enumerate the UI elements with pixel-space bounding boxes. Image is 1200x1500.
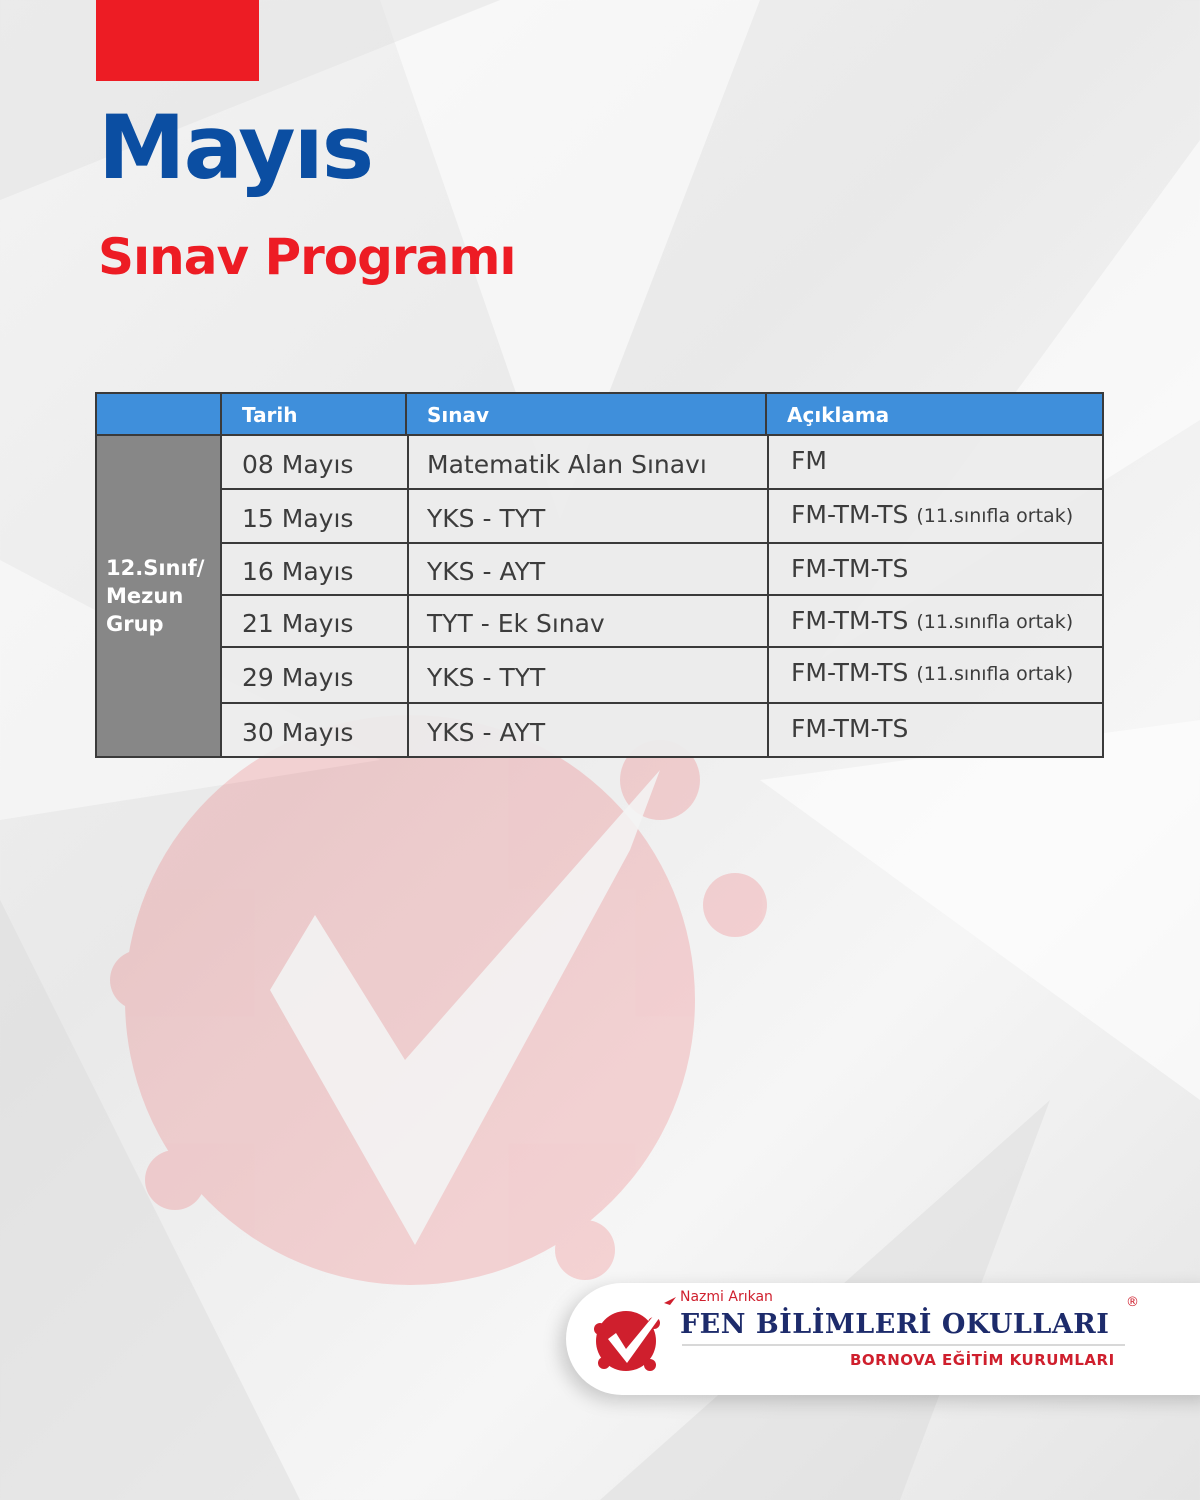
description-text: FM-TM-TS [791, 554, 909, 583]
cell-exam: YKS - AYT [407, 544, 767, 594]
cell-description [767, 436, 1102, 488]
description-text: FM-TM-TS [791, 606, 909, 635]
brand-founder: Nazmi Arıkan [680, 1289, 773, 1305]
cell-description [767, 648, 1102, 702]
header-cell-aciklama: Açıklama [787, 403, 890, 427]
header-divider [220, 394, 222, 434]
cell-date: 15 Mayıs [242, 503, 354, 533]
description-text: FM-TM-TS [791, 714, 909, 743]
header-cell-tarih: Tarih [242, 403, 298, 427]
header-divider [765, 394, 767, 434]
header-cell-sinav: Sınav [427, 403, 490, 427]
description-note: (11.sınıfla ortak) [916, 505, 1074, 527]
cell-date: 16 Mayıs [242, 556, 354, 586]
description-text: FM-TM-TS [791, 500, 909, 529]
table-row [220, 542, 1104, 596]
table-row [220, 434, 1104, 490]
page-subtitle: Sınav Programı [98, 228, 516, 286]
cell-description [767, 704, 1102, 756]
accent-bar [96, 0, 259, 81]
cell-date: 30 Mayıs [242, 717, 354, 747]
description-text: FM [791, 446, 827, 475]
cell-date: 29 Mayıs [242, 662, 354, 692]
description-note: (11.sınıfla ortak) [916, 663, 1074, 685]
cell-exam: Matematik Alan Sınavı [407, 436, 767, 488]
cell-exam: TYT - Ek Sınav [407, 596, 767, 646]
brand-logo-panel [566, 1283, 1200, 1395]
cell-description [767, 596, 1102, 646]
brand-divider [682, 1344, 1125, 1346]
description-text: FM-TM-TS [791, 658, 909, 687]
table-header [95, 392, 1104, 436]
cell-description [767, 490, 1102, 542]
brand-campus: BORNOVA EĞİTİM KURUMLARI [850, 1351, 1115, 1369]
cell-description [767, 544, 1102, 594]
cell-exam: YKS - TYT [407, 648, 767, 702]
table-row [220, 702, 1104, 758]
cell-date: 08 Mayıs [242, 449, 354, 479]
cell-exam: YKS - TYT [407, 490, 767, 542]
table-row [220, 488, 1104, 544]
brand-name: FEN BİLİMLERİ OKULLARI [680, 1309, 1110, 1340]
exam-schedule-table [95, 392, 1104, 758]
registered-mark: ® [1126, 1295, 1139, 1310]
description-note: (11.sınıfla ortak) [916, 611, 1074, 633]
cell-date: 21 Mayıs [242, 608, 354, 638]
group-cell [95, 434, 222, 758]
cell-exam: YKS - AYT [407, 704, 767, 756]
header-divider [405, 394, 407, 434]
page-title: Mayıs [98, 96, 373, 199]
group-label: 12.Sınıf/ Mezun Grup [106, 556, 205, 636]
table-row [220, 646, 1104, 704]
table-row [220, 594, 1104, 648]
table-body [220, 434, 1104, 758]
logo-check-badge-icon [580, 1289, 680, 1389]
